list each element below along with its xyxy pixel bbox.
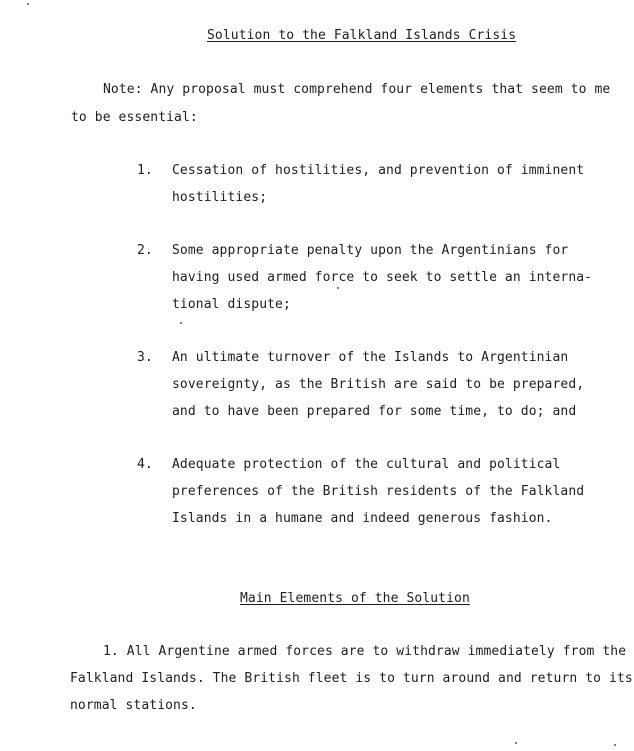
scan-speck xyxy=(614,744,616,746)
element-3-number: 3. xyxy=(137,350,153,365)
scan-speck xyxy=(515,742,517,744)
scan-speck xyxy=(337,287,339,289)
main-point-1-line-2: Falkland Islands. The British fleet is to turn around and return to its xyxy=(70,671,633,686)
element-4-line-2: preferences of the British residents of the Falkland xyxy=(172,484,585,499)
document-title: Solution to the Falkland Islands Crisis xyxy=(207,28,517,43)
element-2-line-1: Some appropriate penalty upon the Argentinians for xyxy=(172,243,569,258)
element-4-line-1: Adequate protection of the cultural and political xyxy=(172,457,561,472)
element-2-line-2: having used armed force to seek to settle an interna- xyxy=(172,270,593,285)
main-point-1-line-1: 1. All Argentine armed forces are to withdraw immediately from the xyxy=(103,644,627,659)
scan-speck xyxy=(27,3,29,5)
element-3-line-3: and to have been prepared for some time, to do; and xyxy=(172,404,577,419)
element-4-number: 4. xyxy=(137,457,153,472)
element-3-line-1: An ultimate turnover of the Islands to Argentinian xyxy=(172,350,569,365)
element-2-number: 2. xyxy=(137,243,153,258)
main-point-1-line-3: normal stations. xyxy=(70,698,197,713)
element-1-number: 1. xyxy=(137,163,153,178)
note-line-1: Note: Any proposal must comprehend four elements that seem to me xyxy=(103,82,611,97)
element-3-line-2: sovereignty, as the British are said to be prepared, xyxy=(172,377,585,392)
scan-speck xyxy=(180,322,182,324)
element-4-line-3: Islands in a humane and indeed generous fashion. xyxy=(172,511,553,526)
main-elements-heading: Main Elements of the Solution xyxy=(240,591,470,606)
element-1-line-1: Cessation of hostilities, and prevention of imminent xyxy=(172,163,585,178)
note-line-2: to be essential: xyxy=(71,110,198,125)
element-1-line-2: hostilities; xyxy=(172,190,268,205)
element-2-line-3: tional dispute; xyxy=(172,297,291,312)
